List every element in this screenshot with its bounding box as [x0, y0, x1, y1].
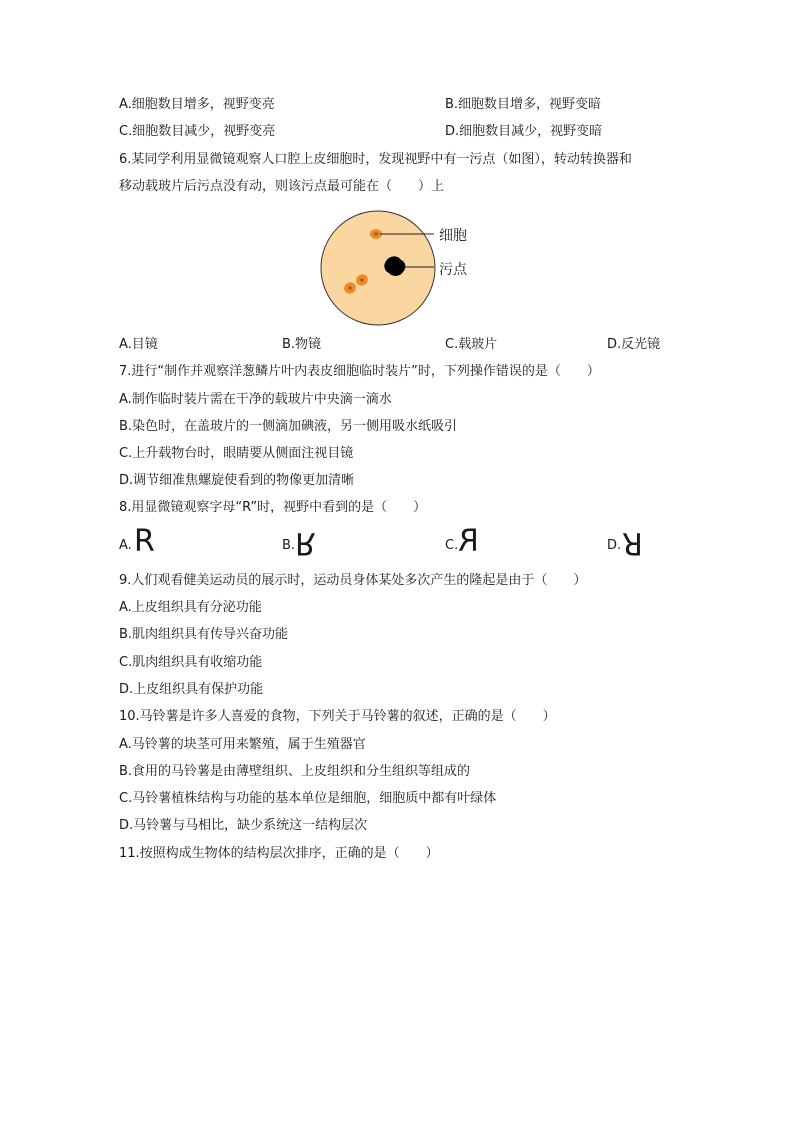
q11-stem: 11.按照构成生物体的结构层次排序，正确的是（ ） [119, 846, 439, 861]
letter-r-rotated-180: R [622, 525, 643, 560]
q7-stem: 7.进行“制作并观察洋葱鳞片叶内表皮细胞临时装片”时，下列操作错误的是（ ） [119, 364, 600, 379]
q7-option-b: B.染色时，在盖玻片的一侧滴加碘液，另一侧用吸水纸吸引 [119, 419, 458, 434]
q6-option-a: A.目镜 [119, 337, 158, 352]
q8-stem: 8.用显微镜观察字母“R”时，视野中看到的是（ ） [119, 500, 427, 515]
q9-option-c: C.肌肉组织具有收缩功能 [119, 655, 263, 670]
q7-option-d: D.调节细准焦螺旋使看到的物像更加清晰 [119, 473, 355, 488]
q7-option-a: A.制作临时装片需在干净的载玻片中央滴一滴水 [119, 392, 392, 407]
q9-option-a: A.上皮组织具有分泌功能 [119, 600, 262, 615]
q5-option-b: B.细胞数目增多，视野变暗 [445, 97, 602, 112]
q10-option-d: D.马铃薯与马相比，缺少系统这一结构层次 [119, 818, 368, 833]
q5-option-d: D.细胞数目减少，视野变暗 [445, 124, 603, 139]
q6-option-d: D.反光镜 [607, 337, 661, 352]
spot-label: 污点 [439, 262, 467, 278]
q8-label-a: A. [119, 538, 132, 553]
q8-label-b: B. [282, 538, 296, 553]
q6-option-c: C.载玻片 [445, 337, 498, 352]
q6-option-b: B.物镜 [282, 337, 322, 352]
field-of-view [321, 211, 435, 325]
q5-option-c: C.细胞数目减少，视野变亮 [119, 124, 276, 139]
q8-label-d: D. [607, 538, 622, 553]
q10-option-b: B.食用的马铃薯是由薄壁组织、上皮组织和分生组织等组成的 [119, 764, 471, 779]
q7-option-c: C.上升载物台时，眼睛要从侧面注视目镜 [119, 446, 354, 461]
letter-r-mirrored: R [458, 524, 479, 559]
microscope-field-figure [318, 210, 488, 328]
q9-option-b: B.肌肉组织具有传导兴奋功能 [119, 627, 289, 642]
cell-label: 细胞 [439, 228, 467, 244]
letter-r-flipped-vertical: R [295, 525, 316, 560]
q10-option-c: C.马铃薯植株结构与功能的基本单位是细胞，细胞质中都有叶绿体 [119, 791, 497, 806]
q6-stem-line2: 移动载玻片后污点没有动，则该污点最可能在（ ）上 [119, 179, 445, 194]
q9-stem: 9.人们观看健美运动员的展示时，运动员身体某处多次产生的隆起是由于（ ） [119, 573, 587, 588]
letter-r-normal: R [134, 524, 155, 559]
q5-option-a: A.细胞数目增多，视野变亮 [119, 97, 275, 112]
q10-option-a: A.马铃薯的块茎可用来繁殖，属于生殖器官 [119, 737, 366, 752]
q9-option-d: D.上皮组织具有保护功能 [119, 682, 264, 697]
q6-stem-line1: 6.某同学利用显微镜观察人口腔上皮细胞时，发现视野中有一污点（如图），转动转换器和 [119, 152, 632, 167]
q10-stem: 10.马铃薯是许多人喜爱的食物，下列关于马铃薯的叙述，正确的是（ ） [119, 709, 556, 724]
q8-label-c: C. [445, 538, 459, 553]
